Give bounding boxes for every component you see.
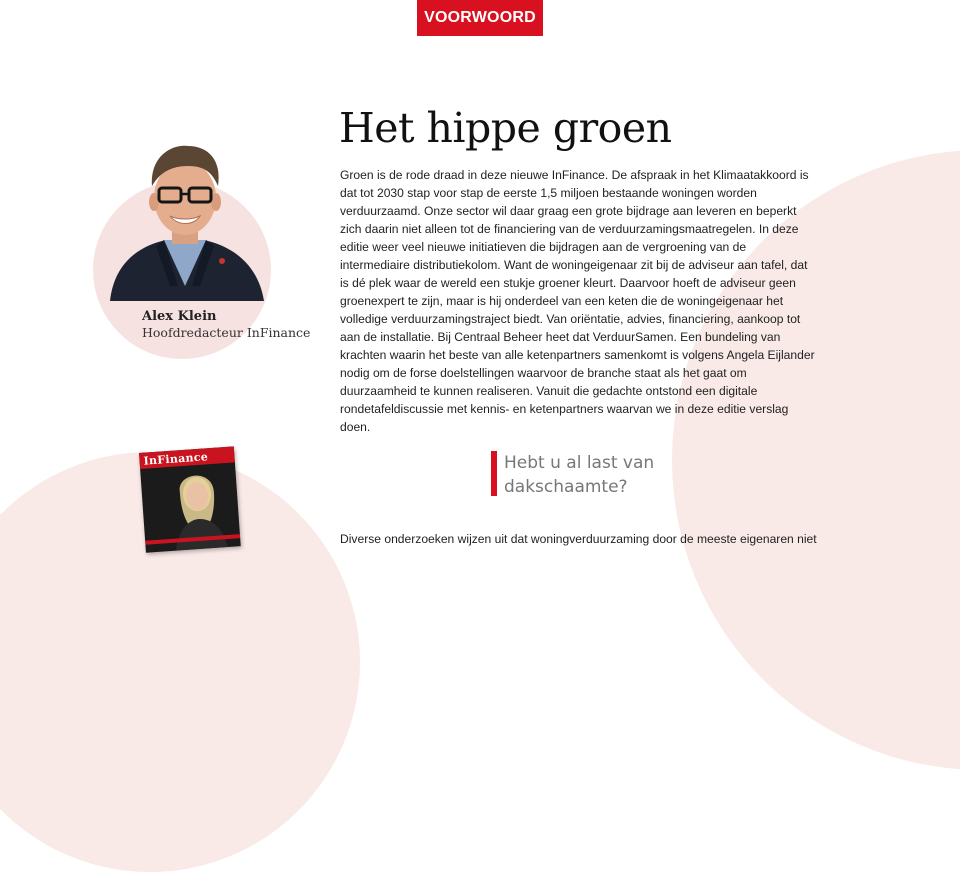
author-role: Hoofdredacteur InFinance <box>142 325 311 340</box>
article-continued-text: Diverse onderzoeken wijzen uit dat woningverduurzaming door de meeste eigenaren niet <box>340 532 817 546</box>
magazine-cover[interactable] <box>139 446 241 552</box>
pull-quote-accent-bar <box>491 451 497 496</box>
section-tag[interactable]: VOORWOORD <box>417 0 543 36</box>
pull-quote: Hebt u al last van dakschaamte? <box>504 453 655 497</box>
article-title: Het hippe groen <box>339 104 672 152</box>
author-name: Alex Klein <box>142 309 217 324</box>
magazine-cover-photo <box>139 446 241 552</box>
author-photo <box>100 136 270 301</box>
magazine-title: InFinance <box>143 450 209 468</box>
article-intro: Groen is de rode draad in deze nieuwe InFinance. De afspraak in het Klimaatakkoord is dat tot 2030 stap voor stap de eerste 1,5 miljoen bestaande woningen worden verduurzaamd. Onze sector wil daar graag een grote bijdrage aan leveren en beperkt zich daarin niet alleen tot de financiering van de verduurzamingsmaatregelen. In deze editie weer veel nieuwe initiatieven die bijdragen aan de vergroening van de intermediaire distributiekolom. Want de woningeigenaar zit bij de adviseur aan tafel, dat is dé plek waar de wereld een stukje groener kleurt. Daarvoor hoeft de adviseur geen groenexpert te zijn, maar is hij onderdeel van een keten die de woningeigenaar het volledige verduurzamingstraject biedt. Van oriëntatie, advies, financiering, aankoop tot aan de installatie. Bij Centraal Beheer heet dat VerduurSamen. Een bundeling van krachten waarin het beste van alle ketenpartners samenkomt is volgens Angela Eijlander nodig om de forse doelstellingen waarvoor de branche staat als het gaat om duurzaamheid te kunnen realiseren. Vanuit die gedachte ontstond een digitale rondetafeldiscussie met kennis- en ketenpartners waarvan we in deze editie verslag doen. <box>340 168 815 434</box>
